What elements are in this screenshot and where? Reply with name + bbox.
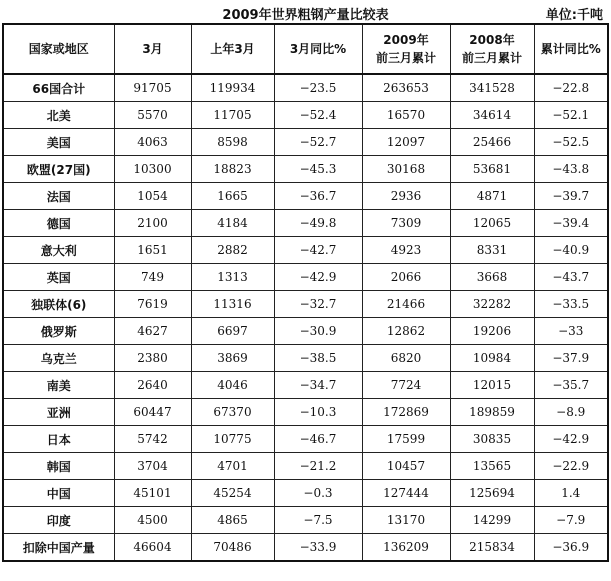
value-cell: 8331	[450, 237, 534, 264]
table-row	[3, 74, 608, 102]
region-name-cell: 德国	[3, 210, 114, 237]
value-cell: 2380	[114, 345, 191, 372]
value-cell: 16570	[362, 102, 450, 129]
value-cell: 11705	[191, 102, 274, 129]
value-cell: 70486	[191, 534, 274, 562]
value-cell: 4701	[191, 453, 274, 480]
value-cell: 2100	[114, 210, 191, 237]
value-cell: 10457	[362, 453, 450, 480]
value-cell: −22.8	[534, 74, 608, 102]
column-header-line: 前三月累计	[375, 51, 436, 65]
value-cell: −21.2	[274, 453, 362, 480]
value-cell: 189859	[450, 399, 534, 426]
value-cell: −43.8	[534, 156, 608, 183]
column-header	[274, 24, 362, 74]
value-cell: 60447	[114, 399, 191, 426]
value-cell: 127444	[362, 480, 450, 507]
value-cell: −40.9	[534, 237, 608, 264]
column-header	[3, 24, 114, 74]
value-cell: −23.5	[274, 74, 362, 102]
table-row	[3, 399, 608, 426]
value-cell: 14299	[450, 507, 534, 534]
value-cell: 11316	[191, 291, 274, 318]
column-header-line: 前三月累计	[461, 51, 522, 65]
value-cell: 30168	[362, 156, 450, 183]
region-name-cell: 意大利	[3, 237, 114, 264]
value-cell: −52.7	[274, 129, 362, 156]
region-name-cell: 印度	[3, 507, 114, 534]
value-cell: −7.5	[274, 507, 362, 534]
table-row	[3, 183, 608, 210]
region-name-cell: 英国	[3, 264, 114, 291]
region-name-cell: 亚洲	[3, 399, 114, 426]
value-cell: −10.3	[274, 399, 362, 426]
value-cell: 13565	[450, 453, 534, 480]
table-row	[3, 102, 608, 129]
value-cell: 45101	[114, 480, 191, 507]
column-header-line: 2009年	[383, 33, 429, 47]
value-cell: 13170	[362, 507, 450, 534]
value-cell: −52.1	[534, 102, 608, 129]
value-cell: 1.4	[534, 480, 608, 507]
column-header	[362, 24, 450, 74]
table-row	[3, 291, 608, 318]
value-cell: −45.3	[274, 156, 362, 183]
value-cell: 172869	[362, 399, 450, 426]
value-cell: 6820	[362, 345, 450, 372]
steel-production-table	[2, 23, 609, 562]
value-cell: 8598	[191, 129, 274, 156]
value-cell: 45254	[191, 480, 274, 507]
table-title: 2009年世界粗钢产量比较表	[222, 8, 389, 23]
column-header	[191, 24, 274, 74]
table-body	[3, 74, 608, 561]
value-cell: 46604	[114, 534, 191, 562]
value-cell: 2640	[114, 372, 191, 399]
value-cell: −42.9	[274, 264, 362, 291]
value-cell: −35.7	[534, 372, 608, 399]
value-cell: 32282	[450, 291, 534, 318]
value-cell: 5570	[114, 102, 191, 129]
value-cell: 19206	[450, 318, 534, 345]
table-row	[3, 264, 608, 291]
region-name-cell: 美国	[3, 129, 114, 156]
header-row	[3, 24, 608, 74]
value-cell: −34.7	[274, 372, 362, 399]
region-name-cell: 日本	[3, 426, 114, 453]
value-cell: 4500	[114, 507, 191, 534]
value-cell: 2882	[191, 237, 274, 264]
value-cell: 10984	[450, 345, 534, 372]
value-cell: 2936	[362, 183, 450, 210]
value-cell: −36.7	[274, 183, 362, 210]
value-cell: 17599	[362, 426, 450, 453]
value-cell: −7.9	[534, 507, 608, 534]
value-cell: −0.3	[274, 480, 362, 507]
column-header-line: 2008年	[469, 33, 515, 47]
value-cell: −42.7	[274, 237, 362, 264]
value-cell: 4184	[191, 210, 274, 237]
column-header-line: 国家或地区	[28, 42, 89, 56]
region-name-cell: 乌克兰	[3, 345, 114, 372]
value-cell: 215834	[450, 534, 534, 562]
region-name-cell: 独联体(6)	[3, 291, 114, 318]
value-cell: 3704	[114, 453, 191, 480]
value-cell: −43.7	[534, 264, 608, 291]
value-cell: 30835	[450, 426, 534, 453]
value-cell: −37.9	[534, 345, 608, 372]
region-name-cell: 66国合计	[3, 74, 114, 102]
value-cell: 1313	[191, 264, 274, 291]
value-cell: 3869	[191, 345, 274, 372]
value-cell: 5742	[114, 426, 191, 453]
column-header	[534, 24, 608, 74]
value-cell: 18823	[191, 156, 274, 183]
region-name-cell: 俄罗斯	[3, 318, 114, 345]
region-name-cell: 扣除中国产量	[3, 534, 114, 562]
value-cell: 7724	[362, 372, 450, 399]
value-cell: 4871	[450, 183, 534, 210]
value-cell: 10300	[114, 156, 191, 183]
value-cell: 12862	[362, 318, 450, 345]
table-row	[3, 129, 608, 156]
value-cell: 12097	[362, 129, 450, 156]
region-name-cell: 北美	[3, 102, 114, 129]
table-row	[3, 210, 608, 237]
value-cell: −33	[534, 318, 608, 345]
value-cell: −49.8	[274, 210, 362, 237]
value-cell: 67370	[191, 399, 274, 426]
value-cell: 2066	[362, 264, 450, 291]
value-cell: −36.9	[534, 534, 608, 562]
value-cell: −39.4	[534, 210, 608, 237]
value-cell: 10775	[191, 426, 274, 453]
column-header-line: 3月同比%	[289, 42, 347, 56]
value-cell: 7619	[114, 291, 191, 318]
table-row	[3, 345, 608, 372]
value-cell: 25466	[450, 129, 534, 156]
column-header-line: 3月	[142, 42, 163, 56]
table-row	[3, 156, 608, 183]
value-cell: 34614	[450, 102, 534, 129]
value-cell: 1651	[114, 237, 191, 264]
value-cell: −32.7	[274, 291, 362, 318]
value-cell: −22.9	[534, 453, 608, 480]
column-header	[450, 24, 534, 74]
value-cell: 136209	[362, 534, 450, 562]
value-cell: 21466	[362, 291, 450, 318]
value-cell: −52.5	[534, 129, 608, 156]
value-cell: 749	[114, 264, 191, 291]
value-cell: −30.9	[274, 318, 362, 345]
unit-label: 单位:千吨	[545, 8, 603, 23]
value-cell: −8.9	[534, 399, 608, 426]
value-cell: 263653	[362, 74, 450, 102]
value-cell: 12015	[450, 372, 534, 399]
table-row	[3, 372, 608, 399]
value-cell: 53681	[450, 156, 534, 183]
table-row	[3, 507, 608, 534]
value-cell: −46.7	[274, 426, 362, 453]
value-cell: −39.7	[534, 183, 608, 210]
value-cell: 12065	[450, 210, 534, 237]
value-cell: 3668	[450, 264, 534, 291]
value-cell: 1665	[191, 183, 274, 210]
value-cell: −33.5	[534, 291, 608, 318]
value-cell: 4627	[114, 318, 191, 345]
region-name-cell: 法国	[3, 183, 114, 210]
value-cell: −52.4	[274, 102, 362, 129]
value-cell: 125694	[450, 480, 534, 507]
table-row	[3, 426, 608, 453]
table-row	[3, 237, 608, 264]
table-row	[3, 453, 608, 480]
column-header-line: 累计同比%	[540, 42, 601, 56]
table-row	[3, 318, 608, 345]
value-cell: 7309	[362, 210, 450, 237]
value-cell: −38.5	[274, 345, 362, 372]
value-cell: 6697	[191, 318, 274, 345]
value-cell: 4046	[191, 372, 274, 399]
region-name-cell: 南美	[3, 372, 114, 399]
column-header-line: 上年3月	[210, 42, 255, 56]
value-cell: 4063	[114, 129, 191, 156]
value-cell: −33.9	[274, 534, 362, 562]
table-row	[3, 480, 608, 507]
value-cell: 4923	[362, 237, 450, 264]
value-cell: 341528	[450, 74, 534, 102]
region-name-cell: 欧盟(27国)	[3, 156, 114, 183]
region-name-cell: 韩国	[3, 453, 114, 480]
value-cell: −42.9	[534, 426, 608, 453]
region-name-cell: 中国	[3, 480, 114, 507]
value-cell: 91705	[114, 74, 191, 102]
value-cell: 119934	[191, 74, 274, 102]
value-cell: 1054	[114, 183, 191, 210]
value-cell: 4865	[191, 507, 274, 534]
column-header	[114, 24, 191, 74]
table-row	[3, 534, 608, 562]
